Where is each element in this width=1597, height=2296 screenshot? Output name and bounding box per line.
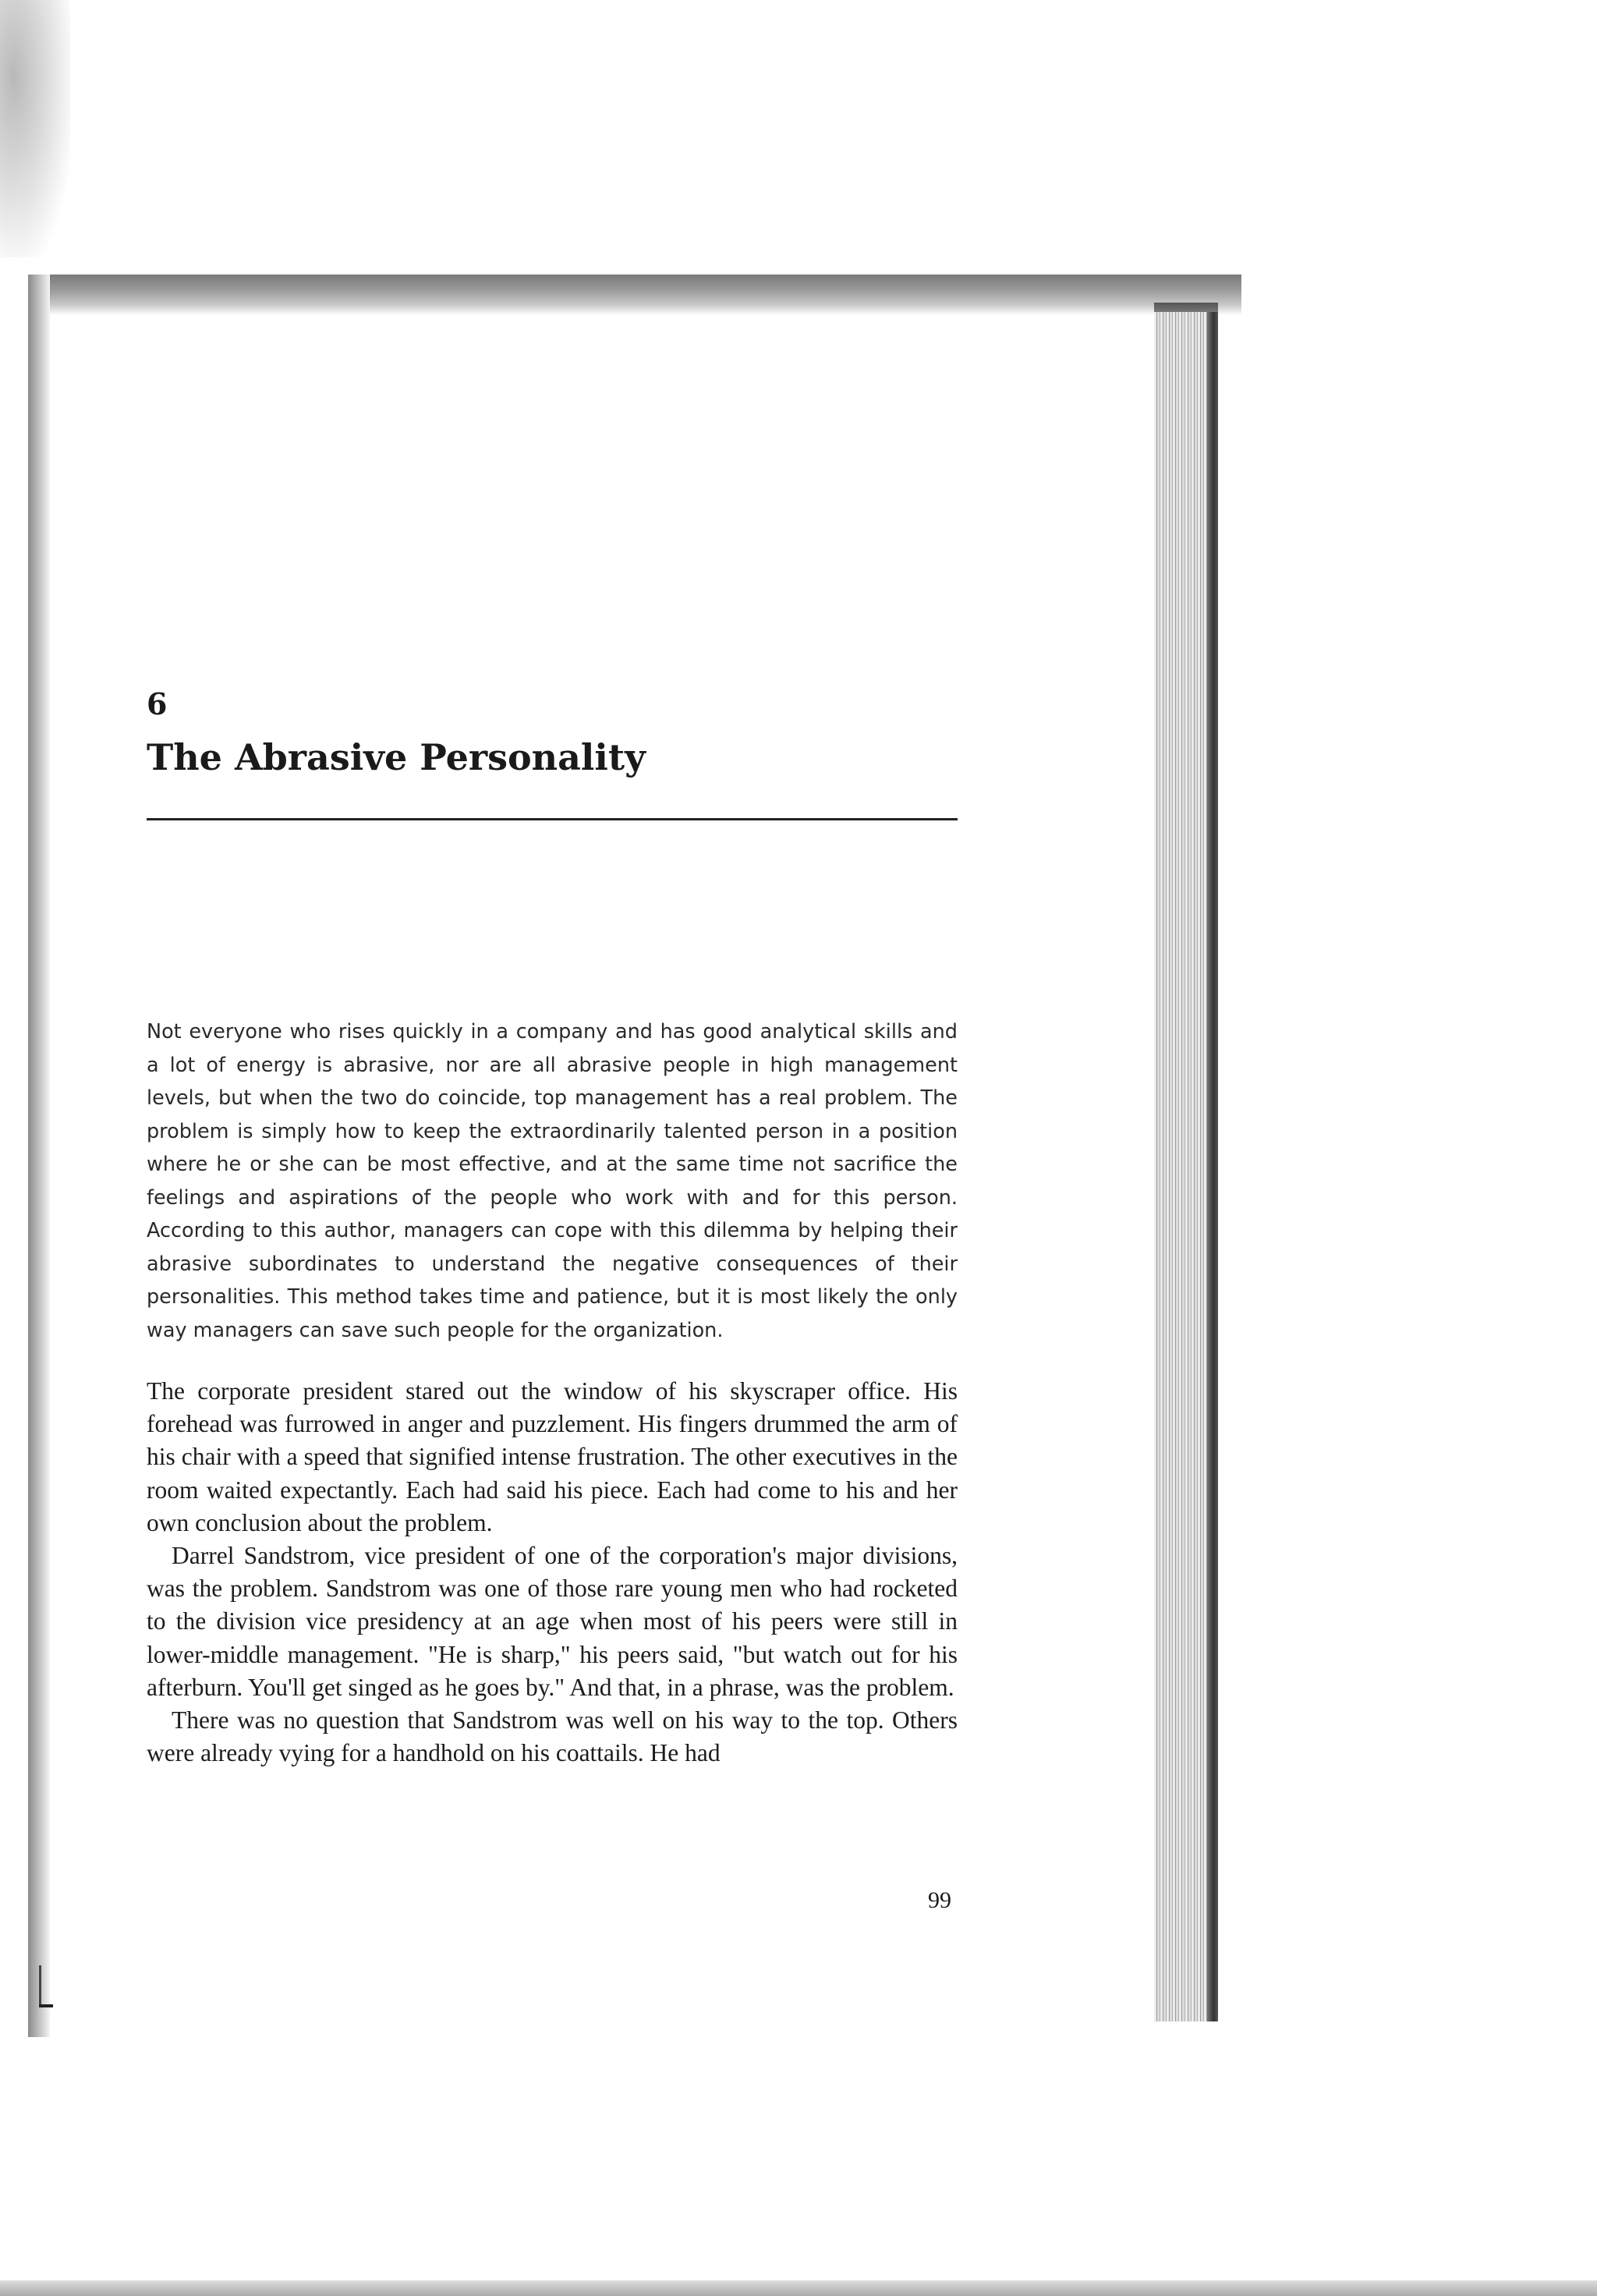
body-paragraph: Darrel Sandstrom, vice president of one of the corporation's major divisions, was the problem. Sandstrom was one of those rare young men who had rocketed to the division vice presidency at an age when most of his peers were still in lower-middle management. "He is sharp," his peers said, "but watch out for his afterburn. You'll get singed as he goes by." And that, in a phrase, was the problem. (147, 1542, 958, 1701)
chapter-title: The Abrasive Personality (147, 736, 646, 778)
page-number: 99 (928, 1887, 951, 1913)
page-top-shadow (28, 275, 1241, 315)
body-paragraph: There was no question that Sandstrom was well on his way to the top. Others were already vying for a handhold on his coattails. He had (147, 1706, 958, 1767)
body-text (147, 1375, 958, 1770)
scan-smudge (0, 0, 70, 257)
chapter-abstract: Not everyone who rises quickly in a company and has good analytical skills and a lot of energy is abrasive, nor are all abrasive people in high management levels, but when the two do coincide, top management has a real problem. The problem is simply how to keep the extraordinarily talented person in a position where he or she can be most effective, and at the same time not sacrifice the feelings and aspirations of the people who work with and for this person. According to this author, managers can cope with this dilemma by helping their abrasive subordinates to understand the negative consequences of their personalities. This method takes time and patience, but it is most likely the only way managers can save such people for the organization. (147, 1020, 958, 1342)
scan-bottom-edge (0, 2280, 1597, 2296)
body-paragraph: The corporate president stared out the window of his skyscraper office. His forehead was furrowed in anger and puzzlement. His fingers drummed the arm of his chair with a speed that signified intense frustration. The other executives in the room waited expectantly. Each had said his piece. Each had come to his and her own conclusion about the problem. (147, 1377, 958, 1536)
crop-mark-foot (39, 2004, 53, 2007)
crop-mark (39, 1965, 41, 2007)
book-cover-edge (1207, 312, 1218, 2021)
chapter-number: 6 (147, 686, 168, 721)
page-left-edge (28, 275, 50, 2037)
title-rule (147, 818, 958, 820)
